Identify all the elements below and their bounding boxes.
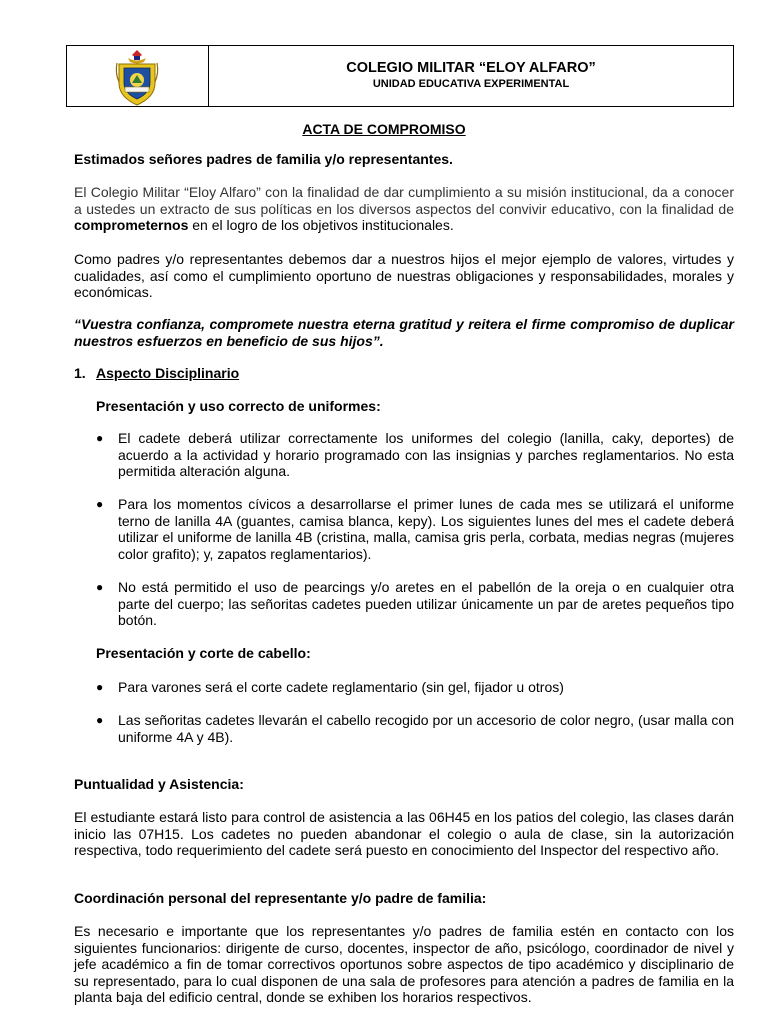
section-1-heading [74,365,239,381]
bullet-icon: ● [96,431,104,445]
bullet-icon: ● [96,680,104,694]
list-item-text: No está permitido el uso de pearcings y/o aretes en el pabellón de la oreja o en cualquier otra parte del cuerpo; las señoritas cadetes pueden utilizar únicamente un par de aretes pequeños tipo botón. [118,579,734,628]
intro-p1-part1: El Colegio Militar “Eloy Alfaro” con la finalidad de dar cumplimiento a su misión institucional, da a conocer a ustedes un extracto de sus políticas en los diversos aspectos del convivir educativo, con la finalidad de [74,184,734,217]
intro-p1-bold: comprometernos [74,217,189,233]
hair-heading: Presentación y corte de cabello: [96,645,311,661]
list-item-text: Las señoritas cadetes llevarán el cabello recogido por un accesorio de color negro, (usar malla con uniforme 4A y 4B). [118,712,734,745]
punctuality-paragraph: El estudiante estará listo para control de asistencia a las 06H45 en los patios del colegio, las clases darán inicio las 07H15. Los cadetes no pueden abandonar el colegio o aula de clase, sin la autorización respectiva, todo requerimiento del cadete será puesto en conocimiento del Inspector del respectivo año. [74,809,734,858]
intro-p1-part2: en el logro de los objetivos institucionales. [188,217,454,233]
coordination-paragraph: Es necesario e importante que los representantes y/o padres de familia estén en contacto con los siguientes funcionarios: dirigente de curso, docentes, inspector de año, psicólogo, coordinador de nivel y jefe académico a fin de tomar correctivos oportunos sobre aspectos de tipo académico y disciplinario de su representado, para lo cual disponen de una sala de profesores para atención a padres de familia en la planta baja del edificio central, donde se exhiben los horarios respectivos. [74,923,734,1005]
school-name: COLEGIO MILITAR “ELOY ALFARO” [346,60,596,76]
intro-paragraph-2: Como padres y/o representantes debemos dar a nuestros hijos el mejor ejemplo de valores, virtudes y cualidades, así como el cumplimiento oportuno de nuestras obligaciones y responsabilidades, morales y económicas. [74,251,734,300]
punctuality-heading: Puntualidad y Asistencia: [74,776,244,792]
section-1-title: Aspecto Disciplinario [96,365,240,381]
coordination-heading: Coordinación personal del representante y/o padre de familia: [74,890,487,906]
intro-paragraph-1 [74,184,734,234]
list-item-text: El cadete deberá utilizar correctamente los uniformes del colegio (lanilla, caky, deportes) de acuerdo a la actividad y horario programado con las insignias y parches reglamentarios. No esta permitida alteración alguna. [118,430,734,479]
bullet-icon: ● [96,713,104,727]
list-item-text: Para varones será el corte cadete reglamentario (sin gel, fijador u otros) [118,679,564,695]
bullet-icon: ● [96,580,104,594]
section-1-number: 1. [74,365,86,381]
list-item [96,579,734,629]
list-item [96,430,734,480]
header-table [66,45,734,107]
header-title-cell [209,46,733,106]
logo-cell [67,46,209,106]
greeting: Estimados señores padres de familia y/o representantes. [74,151,453,167]
bullet-icon: ● [96,497,104,511]
quote-paragraph: “Vuestra confianza, compromete nuestra eterna gratitud y reitera el firme compromiso de duplicar nuestros esfuerzos en beneficio de sus hijos”. [74,316,734,349]
school-subtitle: UNIDAD EDUCATIVA EXPERIMENTAL [372,78,570,90]
list-item [96,679,734,696]
list-item [96,712,734,745]
uniforms-heading: Presentación y uso correcto de uniformes: [96,398,381,414]
list-item-text: Para los momentos cívicos a desarrollarse el primer lunes de cada mes se utilizará el uniforme terno de lanilla 4A (guantes, camisa blanca, kepy). Los siguientes lunes del mes el cadete deberá utilizar el uniforme de lanilla 4B (cristina, malla, camisa gris perla, corbata, medias negras (mujeres color grafito); y, zapatos reglamentarios). [118,496,734,562]
document-title: ACTA DE COMPROMISO [302,121,466,137]
school-crest-icon [113,49,161,107]
list-item [96,496,734,562]
